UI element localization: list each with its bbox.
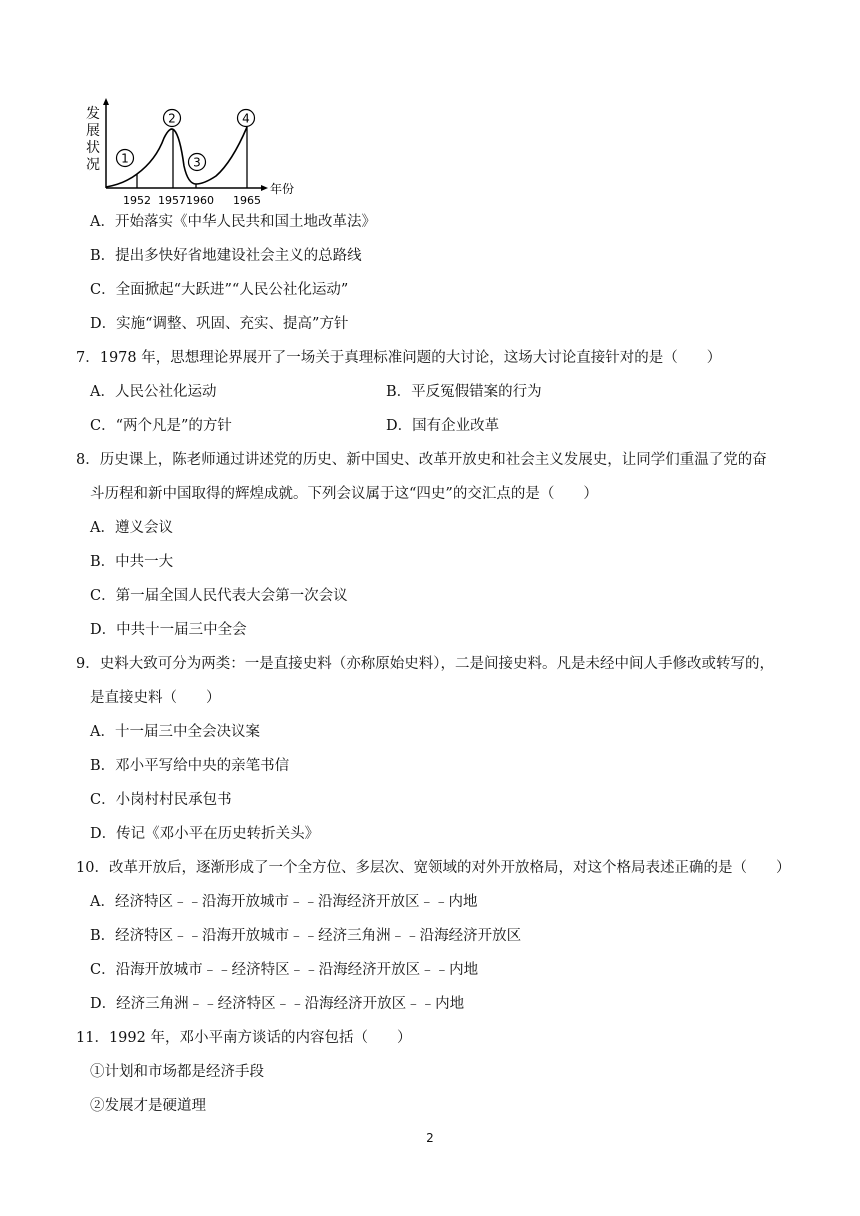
q9-option-b: B．邓小平写给中央的亲笔书信 xyxy=(90,758,290,774)
page-number: 2 xyxy=(426,1131,434,1145)
ylabel-char-1: 发 xyxy=(86,106,100,122)
xlabel: 年份 xyxy=(270,182,295,196)
tick-label-1952: 1952 xyxy=(123,194,151,206)
q11-item-2: ②发展才是硬道理 xyxy=(90,1098,206,1114)
ylabel-char-3: 状 xyxy=(86,140,100,156)
q10-stem: 10．改革开放后，逐渐形成了一个全方位、多层次、宽领域的对外开放格局，对这个格局表述正确的是（ ） xyxy=(76,860,791,876)
q11-item-1: ①计划和市场都是经济手段 xyxy=(90,1064,264,1080)
q10-option-b: B．经济特区﹣﹣沿海开放城市﹣﹣经济三角洲﹣﹣沿海经济开放区 xyxy=(90,928,522,944)
q7-stem: 7．1978 年，思想理论界展开了一场关于真理标准问题的大讨论，这场大讨论直接针对的是（ ） xyxy=(76,350,722,366)
x-axis-arrow xyxy=(261,185,268,191)
q6-option-d: D．实施“调整、巩固、充实、提高”方针 xyxy=(90,316,349,332)
q7-option-a: A．人民公社化运动 xyxy=(90,384,217,400)
marker-label-1: 1 xyxy=(121,151,129,166)
q8-option-d: D．中共十一届三中全会 xyxy=(90,622,247,638)
q8-option-b: B．中共一大 xyxy=(90,554,174,570)
tick-label-1957: 1957 xyxy=(158,194,186,206)
tick-label-1965: 1965 xyxy=(233,194,261,206)
q11-stem: 11．1992 年，邓小平南方谈话的内容包括（ ） xyxy=(76,1030,412,1046)
q9-stem-line-2: 是直接史料（ ） xyxy=(90,690,221,706)
q8-stem-line-2: 斗历程和新中国取得的辉煌成就。下列会议属于这“四史”的交汇点的是（ ） xyxy=(90,486,598,502)
q9-option-c: C．小岗村村民承包书 xyxy=(90,792,232,808)
q6-option-c: C．全面掀起“大跃进”“人民公社化运动” xyxy=(90,282,349,298)
q10-option-a: A．经济特区﹣﹣沿海开放城市﹣﹣沿海经济开放区﹣﹣内地 xyxy=(90,894,478,910)
ylabel-char-2: 展 xyxy=(86,123,100,139)
marker-label-2: 2 xyxy=(168,111,176,126)
q7-option-d: D．国有企业改革 xyxy=(386,418,500,434)
tick-label-1960: 1960 xyxy=(186,194,214,206)
development-status-figure xyxy=(84,96,304,206)
marker-label-3: 3 xyxy=(193,155,201,170)
q10-option-c: C．沿海开放城市﹣﹣经济特区﹣﹣沿海经济开放区﹣﹣内地 xyxy=(90,962,479,978)
q8-option-c: C．第一届全国人民代表大会第一次会议 xyxy=(90,588,348,604)
ylabel-char-4: 况 xyxy=(86,157,100,173)
q7-option-c: C．“两个凡是”的方针 xyxy=(90,418,232,434)
q6-option-a: A．开始落实《中华人民共和国土地改革法》 xyxy=(90,214,376,230)
q9-option-d: D．传记《邓小平在历史转折关头》 xyxy=(90,826,320,842)
q6-option-b: B．提出多快好省地建设社会主义的总路线 xyxy=(90,248,362,264)
q8-stem-line-1: 8．历史课上，陈老师通过讲述党的历史、新中国史、改革开放史和社会主义发展史，让同学们重温了党的奋 xyxy=(76,452,767,468)
q10-option-d: D．经济三角洲﹣﹣经济特区﹣﹣沿海经济开放区﹣﹣内地 xyxy=(90,996,465,1012)
q8-option-a: A．遵义会议 xyxy=(90,520,173,536)
q7-option-b: B．平反冤假错案的行为 xyxy=(386,384,542,400)
y-axis-arrow xyxy=(103,98,109,105)
q9-option-a: A．十一届三中全会决议案 xyxy=(90,724,260,740)
marker-label-4: 4 xyxy=(242,111,250,126)
q9-stem-line-1: 9．史料大致可分为两类：一是直接史料（亦称原始史料），二是间接史料。凡是未经中间人手修改或转写的， xyxy=(76,656,774,672)
